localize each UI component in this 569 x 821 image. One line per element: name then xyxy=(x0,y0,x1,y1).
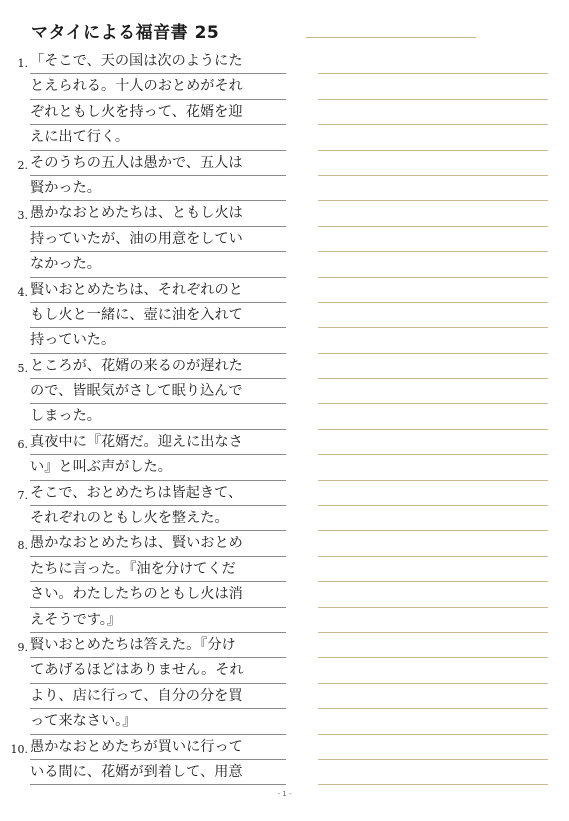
verse-line: って来なさい。』 xyxy=(30,709,286,734)
verse-number: 5. xyxy=(17,361,28,375)
writing-line xyxy=(318,125,548,150)
verse-line: たちに言った。『油を分けてくだ xyxy=(30,557,286,582)
page-title: マタイによる福音書 25 xyxy=(31,23,220,43)
writing-line xyxy=(318,709,548,734)
verse-block xyxy=(0,735,290,786)
verse-line: えに出て行く。 xyxy=(30,125,286,150)
verse-list xyxy=(0,49,290,785)
writing-line xyxy=(318,404,548,429)
verse-line: ところが、花婿の来るのが遅れた xyxy=(30,354,286,379)
writing-line xyxy=(318,227,548,252)
verse-number: 8. xyxy=(17,539,28,553)
verse-number: 9. xyxy=(17,640,28,654)
writing-line xyxy=(318,481,548,506)
writing-line xyxy=(318,74,548,99)
verse-line: えそうです。』 xyxy=(30,608,286,633)
writing-line xyxy=(318,633,548,658)
verse-line: なかった。 xyxy=(30,252,286,277)
writing-line xyxy=(318,176,548,201)
verse-block xyxy=(0,531,290,633)
verse-line: 愚かなおとめたちは、賢いおとめ xyxy=(30,531,286,556)
writing-line xyxy=(318,303,548,328)
writing-line xyxy=(318,455,548,480)
writing-line xyxy=(318,658,548,683)
verse-number: 1. xyxy=(17,57,28,70)
verse-number: 10. xyxy=(10,742,28,756)
verse-block xyxy=(0,49,290,151)
verse-line: てあげるほどはありません。それ xyxy=(30,658,286,683)
verse-line: 持っていたが、油の用意をしてい xyxy=(30,227,286,252)
verse-line: 愚かなおとめたちが買いに行って xyxy=(30,735,286,760)
verse-line: それぞれのともし火を整えた。 xyxy=(30,506,286,531)
writing-line xyxy=(318,506,548,531)
verse-line: 賢いおとめたちは、それぞれのと xyxy=(30,278,286,303)
verse-line: 賢いおとめたちは答えた。『分け xyxy=(30,633,286,658)
verse-line: より、店に行って、自分の分を買 xyxy=(30,684,286,709)
writing-line xyxy=(318,582,548,607)
verse-block xyxy=(0,633,290,735)
verse-number: 4. xyxy=(17,285,28,299)
writing-line xyxy=(318,760,548,785)
writing-area xyxy=(318,49,548,785)
writing-line xyxy=(318,151,548,176)
verse-block xyxy=(0,201,290,277)
writing-line xyxy=(318,328,548,353)
title-writing-line xyxy=(306,37,476,38)
verse-block xyxy=(0,278,290,354)
verse-line: そこで、おとめたちは皆起きて、 xyxy=(30,481,286,506)
verse-number: 6. xyxy=(17,437,28,451)
verse-line: しまった。 xyxy=(30,404,286,429)
writing-line xyxy=(318,252,548,277)
verse-line: さい。わたしたちのともし火は消 xyxy=(30,582,286,607)
verse-line: ので、皆眠気がさして眠り込んで xyxy=(30,379,286,404)
writing-line xyxy=(318,608,548,633)
verse-line: 「そこで、天の国は次のようにた xyxy=(30,49,286,74)
verse-line: もし火と一緒に、壺に油を入れて xyxy=(30,303,286,328)
writing-line xyxy=(318,684,548,709)
writing-line xyxy=(318,430,548,455)
writing-line xyxy=(318,354,548,379)
verse-line: 賢かった。 xyxy=(30,176,286,201)
verse-line: 真夜中に『花婿だ。迎えに出なさ xyxy=(30,430,286,455)
verse-line: いる間に、花婿が到着して、用意 xyxy=(30,760,286,785)
verse-number: 3. xyxy=(17,209,28,223)
verse-line: い』と叫ぶ声がした。 xyxy=(30,455,286,480)
page-footer: - 1 - xyxy=(277,790,292,798)
verse-line: とえられる。十人のおとめがそれ xyxy=(30,74,286,99)
verse-number: 2. xyxy=(17,158,28,172)
verse-number: 7. xyxy=(17,488,28,502)
verse-block xyxy=(0,354,290,430)
writing-line xyxy=(318,379,548,404)
writing-line xyxy=(318,49,548,74)
verse-line: ぞれともし火を持って、花婿を迎 xyxy=(30,100,286,125)
verse-block xyxy=(0,151,290,202)
writing-line xyxy=(318,201,548,226)
writing-line xyxy=(318,735,548,760)
verse-block xyxy=(0,430,290,481)
writing-line xyxy=(318,531,548,556)
verse-line: そのうちの五人は愚かで、五人は xyxy=(30,151,286,176)
writing-line xyxy=(318,557,548,582)
writing-line xyxy=(318,100,548,125)
verse-block xyxy=(0,481,290,532)
verse-line: 持っていた。 xyxy=(30,328,286,353)
verse-line: 愚かなおとめたちは、ともし火は xyxy=(30,201,286,226)
writing-line xyxy=(318,278,548,303)
